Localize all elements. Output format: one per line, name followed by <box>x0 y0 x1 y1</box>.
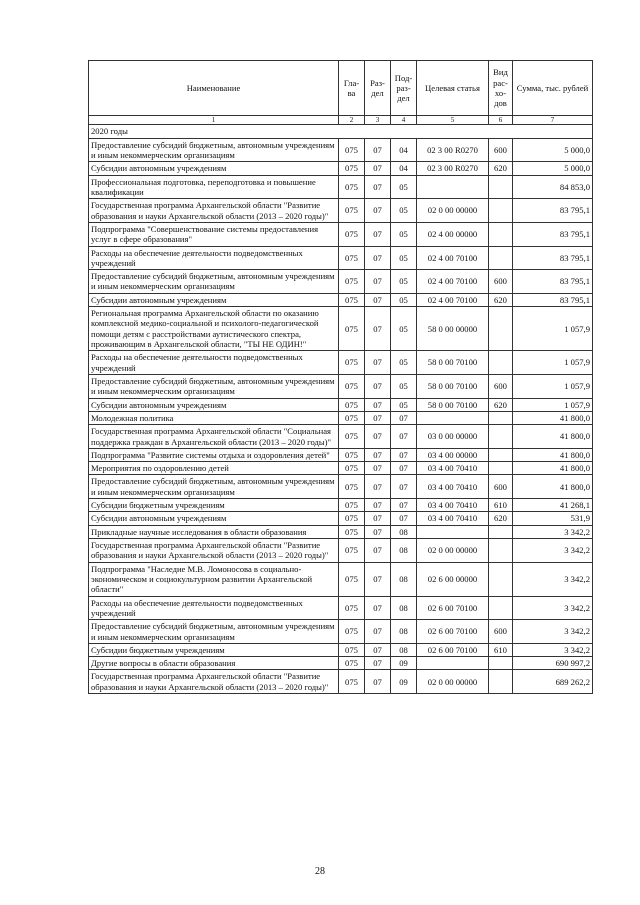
column-numbers-row <box>89 116 593 125</box>
cell-target: 02 0 00 00000 <box>417 670 489 694</box>
cell-glava: 075 <box>339 475 365 499</box>
cell-name: Государственная программа Архангельской области "Развитие образования и науки Архангельской области (2013 – 2020 годы)" <box>89 539 339 563</box>
cell-sum: 1 057,9 <box>513 307 593 351</box>
table-row <box>89 462 593 475</box>
cell-vid: 600 <box>489 374 513 398</box>
cell-glava: 075 <box>339 398 365 411</box>
cell-sum: 3 342,2 <box>513 525 593 538</box>
cell-target: 58 0 00 00000 <box>417 307 489 351</box>
cell-podrazdel: 05 <box>391 351 417 375</box>
cell-target: 02 4 00 70100 <box>417 270 489 294</box>
cell-target: 03 0 00 00000 <box>417 425 489 449</box>
cell-sum: 3 342,2 <box>513 539 593 563</box>
cell-target: 03 4 00 70410 <box>417 475 489 499</box>
page-number: 28 <box>315 866 325 877</box>
cell-sum: 41 800,0 <box>513 448 593 461</box>
cell-sum: 83 795,1 <box>513 246 593 270</box>
cell-razdel: 07 <box>365 307 391 351</box>
cell-glava: 075 <box>339 222 365 246</box>
cell-glava: 075 <box>339 539 365 563</box>
table-row <box>89 562 593 596</box>
cell-sum: 5 000,0 <box>513 162 593 175</box>
cell-target: 02 6 00 70100 <box>417 596 489 620</box>
cell-podrazdel: 07 <box>391 462 417 475</box>
cell-vid <box>489 175 513 199</box>
cell-target: 58 0 00 70100 <box>417 374 489 398</box>
cell-sum: 531,9 <box>513 512 593 525</box>
budget-table <box>88 60 593 694</box>
cell-razdel: 07 <box>365 398 391 411</box>
cell-glava: 075 <box>339 374 365 398</box>
cell-sum: 84 853,0 <box>513 175 593 199</box>
cell-sum: 1 057,9 <box>513 374 593 398</box>
cell-podrazdel: 05 <box>391 246 417 270</box>
cell-razdel: 07 <box>365 374 391 398</box>
cell-podrazdel: 05 <box>391 293 417 306</box>
cell-target: 58 0 00 70100 <box>417 351 489 375</box>
cell-razdel: 07 <box>365 351 391 375</box>
cell-glava: 075 <box>339 670 365 694</box>
cell-sum: 3 342,2 <box>513 562 593 596</box>
table-row <box>89 411 593 424</box>
cell-target: 02 4 00 70100 <box>417 293 489 306</box>
cell-glava: 075 <box>339 462 365 475</box>
table-row <box>89 499 593 512</box>
header-sum: Сумма, тыс. рублей <box>513 61 593 116</box>
cell-vid: 620 <box>489 398 513 411</box>
cell-name: Государственная программа Архангельской области "Развитие образования и науки Архангельской области (2013 – 2020 годы)" <box>89 199 339 223</box>
cell-sum: 83 795,1 <box>513 222 593 246</box>
cell-podrazdel: 08 <box>391 643 417 656</box>
table-row <box>89 596 593 620</box>
table-row <box>89 620 593 644</box>
cell-vid <box>489 539 513 563</box>
cell-name: Региональная программа Архангельской области по оказанию комплексной медико-социальной и психолого-педагогической помощи детям с расстройствами аутистического спектра, проживающим в Архангельской области, "ТЫ НЕ ОДИН!" <box>89 307 339 351</box>
cell-target <box>417 411 489 424</box>
cell-sum: 1 057,9 <box>513 351 593 375</box>
cell-glava: 075 <box>339 643 365 656</box>
table-row <box>89 162 593 175</box>
cell-glava: 075 <box>339 199 365 223</box>
cell-target <box>417 175 489 199</box>
header-podrazdel: Под-раз-дел <box>391 61 417 116</box>
cell-name: Субсидии автономным учреждениям <box>89 293 339 306</box>
table-body <box>89 125 593 694</box>
table-row <box>89 222 593 246</box>
cell-podrazdel: 05 <box>391 307 417 351</box>
cell-glava: 075 <box>339 425 365 449</box>
cell-name: Предоставление субсидий бюджетным, автономным учреждениям и иным некоммерческим организациям <box>89 138 339 162</box>
cell-vid <box>489 462 513 475</box>
cell-name: Мероприятия по оздоровлению детей <box>89 462 339 475</box>
cell-glava: 075 <box>339 620 365 644</box>
cell-razdel: 07 <box>365 425 391 449</box>
table-row <box>89 307 593 351</box>
cell-podrazdel: 08 <box>391 562 417 596</box>
table-row <box>89 175 593 199</box>
cell-sum: 41 800,0 <box>513 475 593 499</box>
table-row <box>89 351 593 375</box>
cell-vid: 610 <box>489 643 513 656</box>
cell-target: 02 6 00 70100 <box>417 620 489 644</box>
cell-name: Другие вопросы в области образования <box>89 657 339 670</box>
cell-razdel: 07 <box>365 448 391 461</box>
table-row <box>89 512 593 525</box>
cell-podrazdel: 08 <box>391 525 417 538</box>
cell-razdel: 07 <box>365 525 391 538</box>
cell-sum: 3 342,2 <box>513 643 593 656</box>
cell-vid: 600 <box>489 138 513 162</box>
year-label: 2020 годы <box>89 125 593 138</box>
table-row <box>89 138 593 162</box>
cell-name: Предоставление субсидий бюджетным, автономным учреждениям и иным некоммерческим организациям <box>89 475 339 499</box>
cell-sum: 83 795,1 <box>513 270 593 294</box>
year-row <box>89 125 593 138</box>
cell-target: 58 0 00 70100 <box>417 398 489 411</box>
cell-razdel: 07 <box>365 293 391 306</box>
cell-vid: 600 <box>489 475 513 499</box>
cell-vid <box>489 351 513 375</box>
cell-target: 02 6 00 00000 <box>417 562 489 596</box>
cell-vid <box>489 525 513 538</box>
cell-target: 03 4 00 70410 <box>417 462 489 475</box>
cell-target: 02 0 00 00000 <box>417 199 489 223</box>
column-number: 6 <box>489 116 513 125</box>
cell-razdel: 07 <box>365 199 391 223</box>
cell-podrazdel: 05 <box>391 374 417 398</box>
cell-target: 03 4 00 70410 <box>417 499 489 512</box>
cell-vid <box>489 425 513 449</box>
table-row <box>89 246 593 270</box>
cell-name: Подпрограмма "Наследие М.В. Ломоносова в социально-экономическом и социокультурном развитии Архангельской области" <box>89 562 339 596</box>
cell-podrazdel: 07 <box>391 499 417 512</box>
cell-target: 03 4 00 70410 <box>417 512 489 525</box>
cell-razdel: 07 <box>365 222 391 246</box>
cell-vid <box>489 222 513 246</box>
cell-podrazdel: 07 <box>391 475 417 499</box>
table-row <box>89 270 593 294</box>
header-row <box>89 61 593 116</box>
cell-razdel: 07 <box>365 138 391 162</box>
cell-glava: 075 <box>339 293 365 306</box>
cell-podrazdel: 05 <box>391 398 417 411</box>
cell-podrazdel: 07 <box>391 425 417 449</box>
table-row <box>89 448 593 461</box>
table-row <box>89 525 593 538</box>
cell-vid: 600 <box>489 270 513 294</box>
cell-razdel: 07 <box>365 539 391 563</box>
cell-razdel: 07 <box>365 499 391 512</box>
cell-target: 02 4 00 00000 <box>417 222 489 246</box>
cell-sum: 41 268,1 <box>513 499 593 512</box>
cell-glava: 075 <box>339 307 365 351</box>
cell-sum: 689 262,2 <box>513 670 593 694</box>
header-name: Наименование <box>89 61 339 116</box>
table-row <box>89 293 593 306</box>
cell-razdel: 07 <box>365 475 391 499</box>
table-row <box>89 670 593 694</box>
cell-sum: 83 795,1 <box>513 293 593 306</box>
cell-vid: 610 <box>489 499 513 512</box>
cell-name: Подпрограмма "Развитие системы отдыха и оздоровления детей" <box>89 448 339 461</box>
cell-target: 02 3 00 R0270 <box>417 162 489 175</box>
cell-name: Расходы на обеспечение деятельности подведомственных учреждений <box>89 246 339 270</box>
cell-sum: 3 342,2 <box>513 596 593 620</box>
cell-glava: 075 <box>339 246 365 270</box>
cell-name: Предоставление субсидий бюджетным, автономным учреждениям и иным некоммерческим организациям <box>89 374 339 398</box>
cell-target <box>417 657 489 670</box>
cell-podrazdel: 07 <box>391 411 417 424</box>
cell-name: Субсидии автономным учреждениям <box>89 162 339 175</box>
cell-razdel: 07 <box>365 562 391 596</box>
cell-podrazdel: 07 <box>391 512 417 525</box>
column-number: 2 <box>339 116 365 125</box>
cell-target: 02 6 00 70100 <box>417 643 489 656</box>
cell-glava: 075 <box>339 448 365 461</box>
header-vid: Вид рас-хо-дов <box>489 61 513 116</box>
cell-sum: 41 800,0 <box>513 462 593 475</box>
table-row <box>89 425 593 449</box>
cell-name: Субсидии автономным учреждениям <box>89 512 339 525</box>
cell-sum: 1 057,9 <box>513 398 593 411</box>
cell-target: 02 0 00 00000 <box>417 539 489 563</box>
cell-vid <box>489 448 513 461</box>
cell-vid <box>489 199 513 223</box>
table-row <box>89 657 593 670</box>
cell-name: Профессиональная подготовка, переподготовка и повышение квалификации <box>89 175 339 199</box>
table-row <box>89 199 593 223</box>
cell-vid <box>489 657 513 670</box>
cell-razdel: 07 <box>365 175 391 199</box>
cell-razdel: 07 <box>365 596 391 620</box>
cell-glava: 075 <box>339 512 365 525</box>
table-row <box>89 643 593 656</box>
cell-glava: 075 <box>339 596 365 620</box>
cell-name: Молодежная политика <box>89 411 339 424</box>
cell-podrazdel: 08 <box>391 620 417 644</box>
cell-podrazdel: 08 <box>391 596 417 620</box>
cell-razdel: 07 <box>365 670 391 694</box>
cell-razdel: 07 <box>365 246 391 270</box>
cell-target <box>417 525 489 538</box>
cell-sum: 3 342,2 <box>513 620 593 644</box>
cell-vid <box>489 562 513 596</box>
cell-glava: 075 <box>339 138 365 162</box>
cell-podrazdel: 04 <box>391 138 417 162</box>
cell-name: Субсидии автономным учреждениям <box>89 398 339 411</box>
cell-vid: 620 <box>489 512 513 525</box>
cell-glava: 075 <box>339 175 365 199</box>
cell-name: Расходы на обеспечение деятельности подведомственных учреждений <box>89 596 339 620</box>
cell-target: 02 3 00 R0270 <box>417 138 489 162</box>
cell-razdel: 07 <box>365 462 391 475</box>
cell-vid <box>489 670 513 694</box>
cell-name: Предоставление субсидий бюджетным, автономным учреждениям и иным некоммерческим организациям <box>89 270 339 294</box>
cell-target: 03 4 00 00000 <box>417 448 489 461</box>
cell-glava: 075 <box>339 351 365 375</box>
cell-glava: 075 <box>339 270 365 294</box>
cell-name: Государственная программа Архангельской области "Развитие образования и науки Архангельской области (2013 – 2020 годы)" <box>89 670 339 694</box>
column-number: 3 <box>365 116 391 125</box>
header-target: Целевая статья <box>417 61 489 116</box>
cell-podrazdel: 05 <box>391 222 417 246</box>
cell-target: 02 4 00 70100 <box>417 246 489 270</box>
cell-name: Подпрограмма "Совершенствование системы предоставления услуг в сфере образования" <box>89 222 339 246</box>
cell-vid <box>489 411 513 424</box>
cell-podrazdel: 05 <box>391 199 417 223</box>
cell-vid: 600 <box>489 620 513 644</box>
column-number: 4 <box>391 116 417 125</box>
cell-name: Расходы на обеспечение деятельности подведомственных учреждений <box>89 351 339 375</box>
cell-podrazdel: 05 <box>391 270 417 294</box>
cell-vid: 620 <box>489 162 513 175</box>
cell-sum: 83 795,1 <box>513 199 593 223</box>
cell-razdel: 07 <box>365 270 391 294</box>
cell-razdel: 07 <box>365 512 391 525</box>
cell-razdel: 07 <box>365 411 391 424</box>
cell-sum: 5 000,0 <box>513 138 593 162</box>
cell-podrazdel: 09 <box>391 670 417 694</box>
cell-name: Субсидии бюджетным учреждениям <box>89 643 339 656</box>
cell-sum: 41 800,0 <box>513 425 593 449</box>
table-row <box>89 398 593 411</box>
cell-glava: 075 <box>339 499 365 512</box>
cell-razdel: 07 <box>365 643 391 656</box>
cell-sum: 690 997,2 <box>513 657 593 670</box>
cell-razdel: 07 <box>365 162 391 175</box>
table-row <box>89 475 593 499</box>
cell-podrazdel: 09 <box>391 657 417 670</box>
cell-razdel: 07 <box>365 620 391 644</box>
cell-vid <box>489 246 513 270</box>
header-glava: Гла-ва <box>339 61 365 116</box>
cell-podrazdel: 05 <box>391 175 417 199</box>
cell-podrazdel: 08 <box>391 539 417 563</box>
cell-vid <box>489 596 513 620</box>
cell-name: Прикладные научные исследования в области образования <box>89 525 339 538</box>
cell-glava: 075 <box>339 562 365 596</box>
table-row <box>89 374 593 398</box>
cell-glava: 075 <box>339 657 365 670</box>
cell-vid <box>489 307 513 351</box>
cell-glava: 075 <box>339 162 365 175</box>
cell-name: Субсидии бюджетным учреждениям <box>89 499 339 512</box>
cell-name: Государственная программа Архангельской области "Социальная поддержка граждан в Архангельской области (2013 – 2020 годы)" <box>89 425 339 449</box>
cell-vid: 620 <box>489 293 513 306</box>
column-number: 7 <box>513 116 593 125</box>
cell-razdel: 07 <box>365 657 391 670</box>
cell-name: Предоставление субсидий бюджетным, автономным учреждениям и иным некоммерческим организациям <box>89 620 339 644</box>
cell-podrazdel: 04 <box>391 162 417 175</box>
header-razdel: Раз-дел <box>365 61 391 116</box>
column-number: 5 <box>417 116 489 125</box>
column-number: 1 <box>89 116 339 125</box>
cell-glava: 075 <box>339 411 365 424</box>
cell-sum: 41 800,0 <box>513 411 593 424</box>
table-row <box>89 539 593 563</box>
cell-podrazdel: 07 <box>391 448 417 461</box>
cell-glava: 075 <box>339 525 365 538</box>
